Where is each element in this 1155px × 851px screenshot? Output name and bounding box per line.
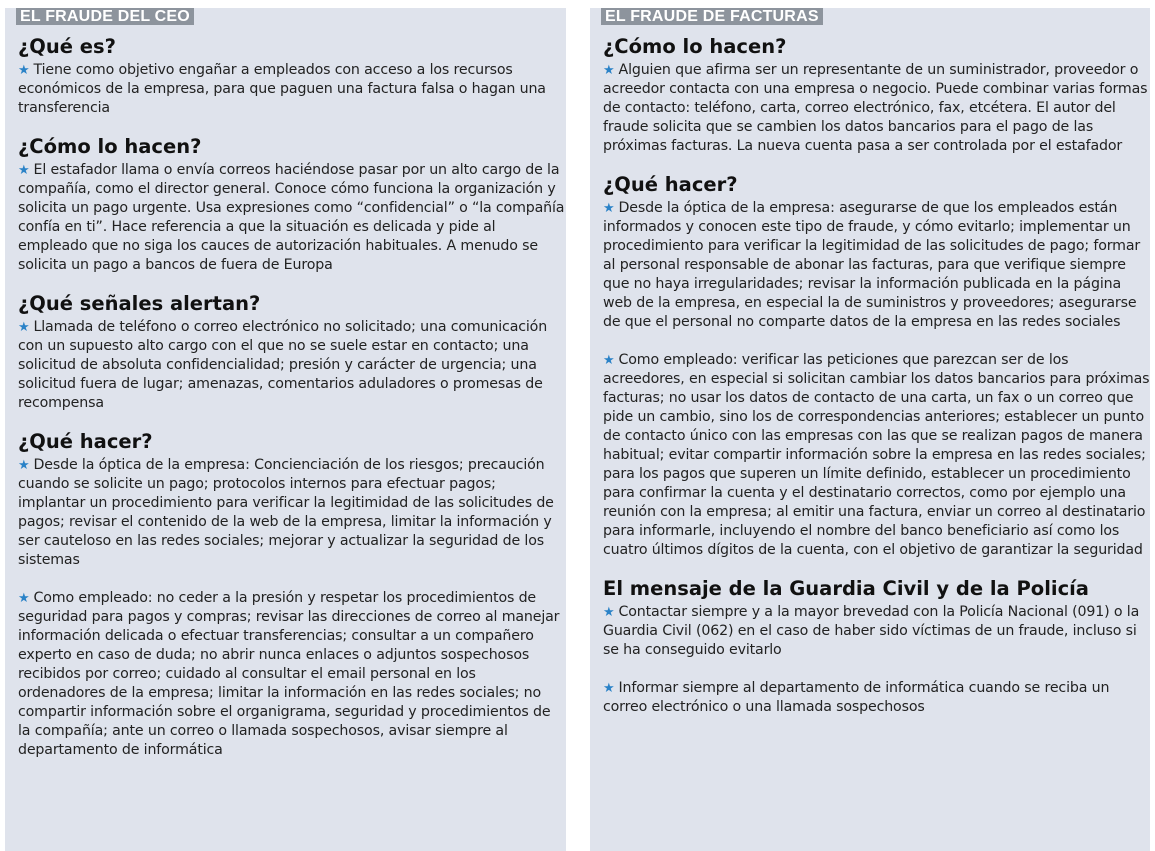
section-heading: ¿Qué señales alertan? [18, 292, 261, 315]
bullet-paragraph [603, 603, 1150, 660]
bullet-paragraph [18, 589, 566, 760]
paragraph-text: Tiene como objetivo engañar a empleados con acceso a los recursos económicos de la empresa, para que paguen una factura falsa o hagan una transferencia [18, 62, 546, 116]
bullet-paragraph [603, 679, 1150, 717]
section-heading: ¿Qué es? [18, 35, 116, 58]
bullet-paragraph [603, 199, 1150, 332]
bullet-paragraph [603, 61, 1150, 156]
star-icon: ★ [18, 63, 30, 78]
section-heading: ¿Cómo lo hacen? [18, 135, 202, 158]
star-icon: ★ [18, 591, 30, 606]
bullet-paragraph [18, 161, 566, 275]
paragraph-text: Alguien que afirma ser un representante de un suministrador, proveedor o acreedor contacta con una empresa o negocio. Puede combinar varias formas de contacto: teléfono, carta, correo electrónico, fax, etcétera. El autor del fraude solicita que se cambien los datos bancarios para el pago de las próximas facturas. La nueva cuenta pasa a ser controlada por el estafador [603, 62, 1148, 154]
paragraph-text: Contactar siempre y a la mayor brevedad con la Policía Nacional (091) o la Guardia Civil (062) en el caso de haber sido víctimas de un fraude, incluso si se ha conseguido evitarlo [603, 604, 1140, 658]
paragraph-text: El estafador llama o envía correos haciéndose pasar por un alto cargo de la compañía, como el director general. Conoce cómo funciona la organización y solicita un pago urgente. Usa expresiones como “confidencial” o “la compañía confía en ti”. Hace referencia a que la situación es delicada y pide al empleado que no siga los cauces de autorización habituales. A menudo se solicita un pago a bancos de fuera de Europa [18, 162, 565, 273]
star-icon: ★ [18, 163, 30, 178]
section-how [18, 135, 566, 275]
paragraph-text: Como empleado: verificar las peticiones que parezcan ser de los acreedores, en especial si solicitan cambiar los datos bancarios para próximas facturas; no usar los datos de contacto de una carta, un fax o un correo que pide un cambio, sino los de correspondencias anteriores; establecer un punto de contacto único con las empresas con las que se realizan pagos de manera habitual; evitar compartir información sobre la empresa en las redes sociales; para los pagos que superen un límite definido, establecer un procedimiento para confirmar la cuenta y el destinatario correctos, como por ejemplo una reunión con la empresa; al emitir una factura, enviar un correo al destinatario para informarle, incluyendo el nombre del banco beneficiario así como los cuatro últimos dígitos de la cuenta, con el objetivo de garantizar la seguridad [603, 352, 1150, 558]
section-heading: ¿Cómo lo hacen? [603, 35, 787, 58]
paragraph-text: Llamada de teléfono o correo electrónico no solicitado; una comunicación con un supuesto alto cargo con el que no se suele estar en contacto; una solicitud de absoluta confidencialidad; presión y carácter de urgencia; una solicitud fuera de lugar; amenazas, comentarios aduladores o promesas de recompensa [18, 319, 548, 411]
bullet-paragraph [603, 351, 1150, 560]
star-icon: ★ [18, 320, 30, 335]
section-heading: ¿Qué hacer? [18, 430, 153, 453]
paragraph-text: Como empleado: no ceder a la presión y respetar los procedimientos de seguridad para pagos y compras; revisar las direcciones de correo al manejar información delicada o efectuar transferencias; consultar a un compañero experto en caso de duda; no abrir nunca enlaces o adjuntos sospechosos recibidos por correo; cuidado al consultar el email personal en los ordenadores de la empresa; limitar la información en las redes sociales; no compartir información sobre el organigrama, seguridad y procedimientos de la compañía; ante un correo o llamada sospechosos, avisar siempre al departamento de informática [18, 590, 560, 758]
paragraph-text: Informar siempre al departamento de informática cuando se reciba un correo electrónico o una llamada sospechosos [603, 680, 1110, 715]
star-icon: ★ [603, 63, 615, 78]
bullet-paragraph [18, 61, 566, 118]
paragraph-text: Desde la óptica de la empresa: Concienciación de los riesgos; precaución cuando se solicite un pago; protocolos internos para efectuar pagos; implantar un procedimiento para verificar la legitimidad de las solicitudes de pagos; revisar el contenido de la web de la empresa, limitar la información y ser cauteloso en las redes sociales; mejorar y actualizar la seguridad de los sistemas [18, 457, 554, 568]
section-what-is [18, 35, 566, 118]
paragraph-text: Desde la óptica de la empresa: asegurarse de que los empleados están informados y conocen este tipo de fraude, y cómo evitarlo; implementar un procedimiento para verificar la legitimidad de las solicitudes de pago; formar al personal responsable de abonar las facturas, para que verifique siempre que no haya irregularidades; revisar la información publicada en la página web de la empresa, en especial la de suministros y proveedores; asegurarse de que el personal no comparte datos de la empresa en las redes sociales [603, 200, 1141, 330]
bullet-paragraph [18, 456, 566, 570]
section-heading: El mensaje de la Guardia Civil y de la Policía [603, 577, 1089, 600]
ceo-fraud-panel [5, 8, 566, 851]
section-signals [18, 292, 566, 413]
section-how [603, 35, 1150, 156]
invoice-fraud-panel [590, 8, 1150, 851]
section-heading: ¿Qué hacer? [603, 173, 738, 196]
section-what-to-do [603, 173, 1150, 560]
star-icon: ★ [603, 605, 615, 620]
star-icon: ★ [603, 353, 615, 368]
section-authorities-message [603, 577, 1150, 717]
star-icon: ★ [18, 458, 30, 473]
section-tag: EL FRAUDE DEL CEO [16, 8, 194, 25]
bullet-paragraph [18, 318, 566, 413]
section-tag: EL FRAUDE DE FACTURAS [601, 8, 823, 25]
star-icon: ★ [603, 681, 615, 696]
star-icon: ★ [603, 201, 615, 216]
section-what-to-do [18, 430, 566, 760]
